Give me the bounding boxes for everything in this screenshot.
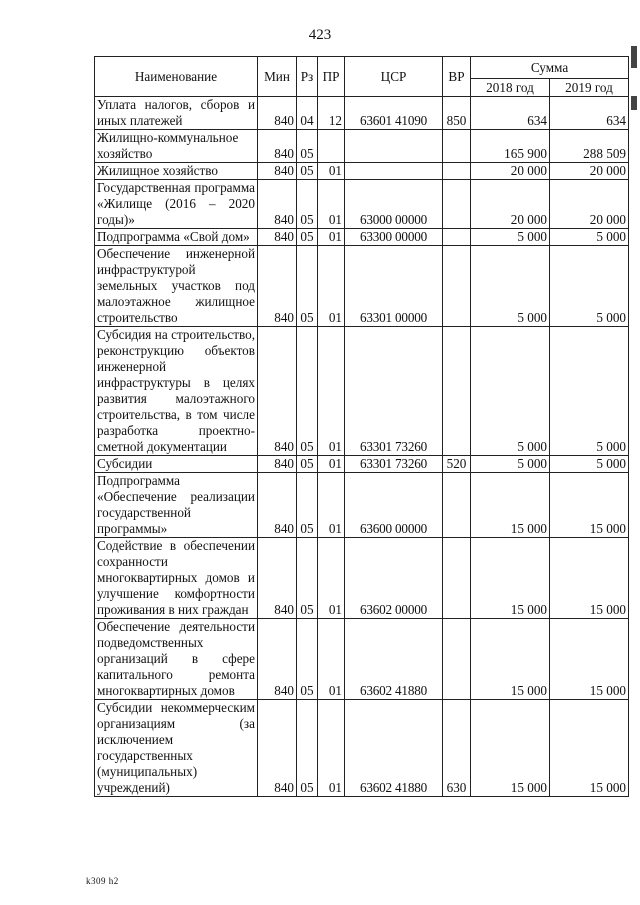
row-pr	[318, 130, 345, 163]
row-name: Субсидии	[95, 456, 258, 473]
row-vr	[443, 163, 471, 180]
row-rz: 05	[297, 229, 318, 246]
row-name: Государственная программа «Жилище (2016 – 2020 годы)»	[95, 180, 258, 229]
row-amount-2018: 15 000	[471, 700, 550, 797]
row-amount-2019: 15 000	[550, 473, 629, 538]
table-row	[95, 130, 629, 163]
row-csr: 63600 00000	[345, 473, 443, 538]
header-year-2018: 2018 год	[471, 79, 550, 97]
row-amount-2018: 15 000	[471, 619, 550, 700]
row-min: 840	[258, 180, 297, 229]
row-amount-2019: 288 509	[550, 130, 629, 163]
row-rz: 05	[297, 180, 318, 229]
row-amount-2018: 5 000	[471, 246, 550, 327]
table-row	[95, 473, 629, 538]
row-pr: 01	[318, 229, 345, 246]
row-min: 840	[258, 97, 297, 130]
row-pr: 01	[318, 180, 345, 229]
table-row	[95, 180, 629, 229]
row-amount-2018: 5 000	[471, 456, 550, 473]
row-rz: 05	[297, 163, 318, 180]
row-min: 840	[258, 473, 297, 538]
row-amount-2018: 15 000	[471, 538, 550, 619]
row-rz: 05	[297, 246, 318, 327]
header-pr: ПР	[318, 57, 345, 97]
row-min: 840	[258, 163, 297, 180]
row-csr: 63602 00000	[345, 538, 443, 619]
table-row	[95, 327, 629, 456]
row-amount-2019: 5 000	[550, 246, 629, 327]
row-csr: 63301 00000	[345, 246, 443, 327]
row-csr	[345, 130, 443, 163]
row-name: Подпрограмма «Свой дом»	[95, 229, 258, 246]
row-vr	[443, 473, 471, 538]
header-csr: ЦСР	[345, 57, 443, 97]
row-rz: 05	[297, 538, 318, 619]
row-amount-2019: 15 000	[550, 700, 629, 797]
row-amount-2019: 5 000	[550, 229, 629, 246]
row-amount-2018: 20 000	[471, 180, 550, 229]
header-rz: Рз	[297, 57, 318, 97]
row-csr: 63300 00000	[345, 229, 443, 246]
row-rz: 05	[297, 327, 318, 456]
row-rz: 04	[297, 97, 318, 130]
row-amount-2018: 5 000	[471, 327, 550, 456]
row-name: Жилищное хозяйство	[95, 163, 258, 180]
row-amount-2018: 15 000	[471, 473, 550, 538]
row-vr	[443, 246, 471, 327]
header-row	[95, 57, 629, 79]
row-csr: 63602 41880	[345, 700, 443, 797]
row-name: Субсидия на строительство, реконструкцию объектов инженерной инфраструктуры в целях развития малоэтажного строительства, в том числе разработка проектно-сметной документации	[95, 327, 258, 456]
row-amount-2019: 5 000	[550, 327, 629, 456]
row-pr: 01	[318, 700, 345, 797]
table-row	[95, 246, 629, 327]
scan-edge-mark	[631, 96, 637, 110]
row-csr: 63601 41090	[345, 97, 443, 130]
row-min: 840	[258, 456, 297, 473]
scan-edge-mark	[631, 46, 637, 68]
row-pr: 01	[318, 619, 345, 700]
row-pr: 01	[318, 163, 345, 180]
row-amount-2018: 5 000	[471, 229, 550, 246]
row-amount-2019: 20 000	[550, 163, 629, 180]
row-min: 840	[258, 327, 297, 456]
row-min: 840	[258, 246, 297, 327]
row-rz: 05	[297, 130, 318, 163]
table-row	[95, 538, 629, 619]
row-csr: 63301 73260	[345, 327, 443, 456]
row-vr: 850	[443, 97, 471, 130]
header-min: Мин	[258, 57, 297, 97]
row-min: 840	[258, 538, 297, 619]
row-pr: 01	[318, 246, 345, 327]
page-number: 423	[308, 27, 332, 43]
table-row	[95, 163, 629, 180]
row-vr	[443, 619, 471, 700]
row-min: 840	[258, 700, 297, 797]
table-row	[95, 456, 629, 473]
row-name: Уплата налогов, сборов и иных платежей	[95, 97, 258, 130]
row-name: Содействие в обеспечении сохранности многоквартирных домов и улучшение комфортности проживания в них граждан	[95, 538, 258, 619]
row-name: Обеспечение деятельности подведомственных организаций в сфере капитального ремонта многоквартирных домов	[95, 619, 258, 700]
row-name: Субсидии некоммерческим организациям (за исключением государственных (муниципальных) учреждений)	[95, 700, 258, 797]
row-amount-2019: 5 000	[550, 456, 629, 473]
budget-table	[94, 56, 629, 797]
row-amount-2019: 634	[550, 97, 629, 130]
row-min: 840	[258, 229, 297, 246]
header-name: Наименование	[95, 57, 258, 97]
header-sum: Сумма	[471, 57, 629, 79]
table-row	[95, 619, 629, 700]
row-name: Подпрограмма «Обеспечение реализации государственной программы»	[95, 473, 258, 538]
row-rz: 05	[297, 619, 318, 700]
table-row	[95, 97, 629, 130]
row-pr: 01	[318, 456, 345, 473]
row-rz: 05	[297, 456, 318, 473]
row-vr	[443, 180, 471, 229]
row-pr: 12	[318, 97, 345, 130]
row-amount-2018: 20 000	[471, 163, 550, 180]
row-csr: 63000 00000	[345, 180, 443, 229]
footer-stamp: k309 h2	[86, 876, 119, 886]
row-vr	[443, 229, 471, 246]
row-min: 840	[258, 130, 297, 163]
row-amount-2018: 634	[471, 97, 550, 130]
row-vr: 520	[443, 456, 471, 473]
row-amount-2019: 15 000	[550, 538, 629, 619]
row-amount-2018: 165 900	[471, 130, 550, 163]
row-rz: 05	[297, 473, 318, 538]
row-name: Обеспечение инженерной инфраструктурой земельных участков под малоэтажное жилищное строительство	[95, 246, 258, 327]
row-vr: 630	[443, 700, 471, 797]
row-vr	[443, 327, 471, 456]
header-vr: ВР	[443, 57, 471, 97]
row-name: Жилищно-коммунальное хозяйство	[95, 130, 258, 163]
row-csr: 63602 41880	[345, 619, 443, 700]
header-year-2019: 2019 год	[550, 79, 629, 97]
row-vr	[443, 538, 471, 619]
row-rz: 05	[297, 700, 318, 797]
row-amount-2019: 15 000	[550, 619, 629, 700]
table-row	[95, 700, 629, 797]
table-row	[95, 229, 629, 246]
row-csr: 63301 73260	[345, 456, 443, 473]
row-min: 840	[258, 619, 297, 700]
row-vr	[443, 130, 471, 163]
row-pr: 01	[318, 538, 345, 619]
row-csr	[345, 163, 443, 180]
row-amount-2019: 20 000	[550, 180, 629, 229]
row-pr: 01	[318, 327, 345, 456]
row-pr: 01	[318, 473, 345, 538]
